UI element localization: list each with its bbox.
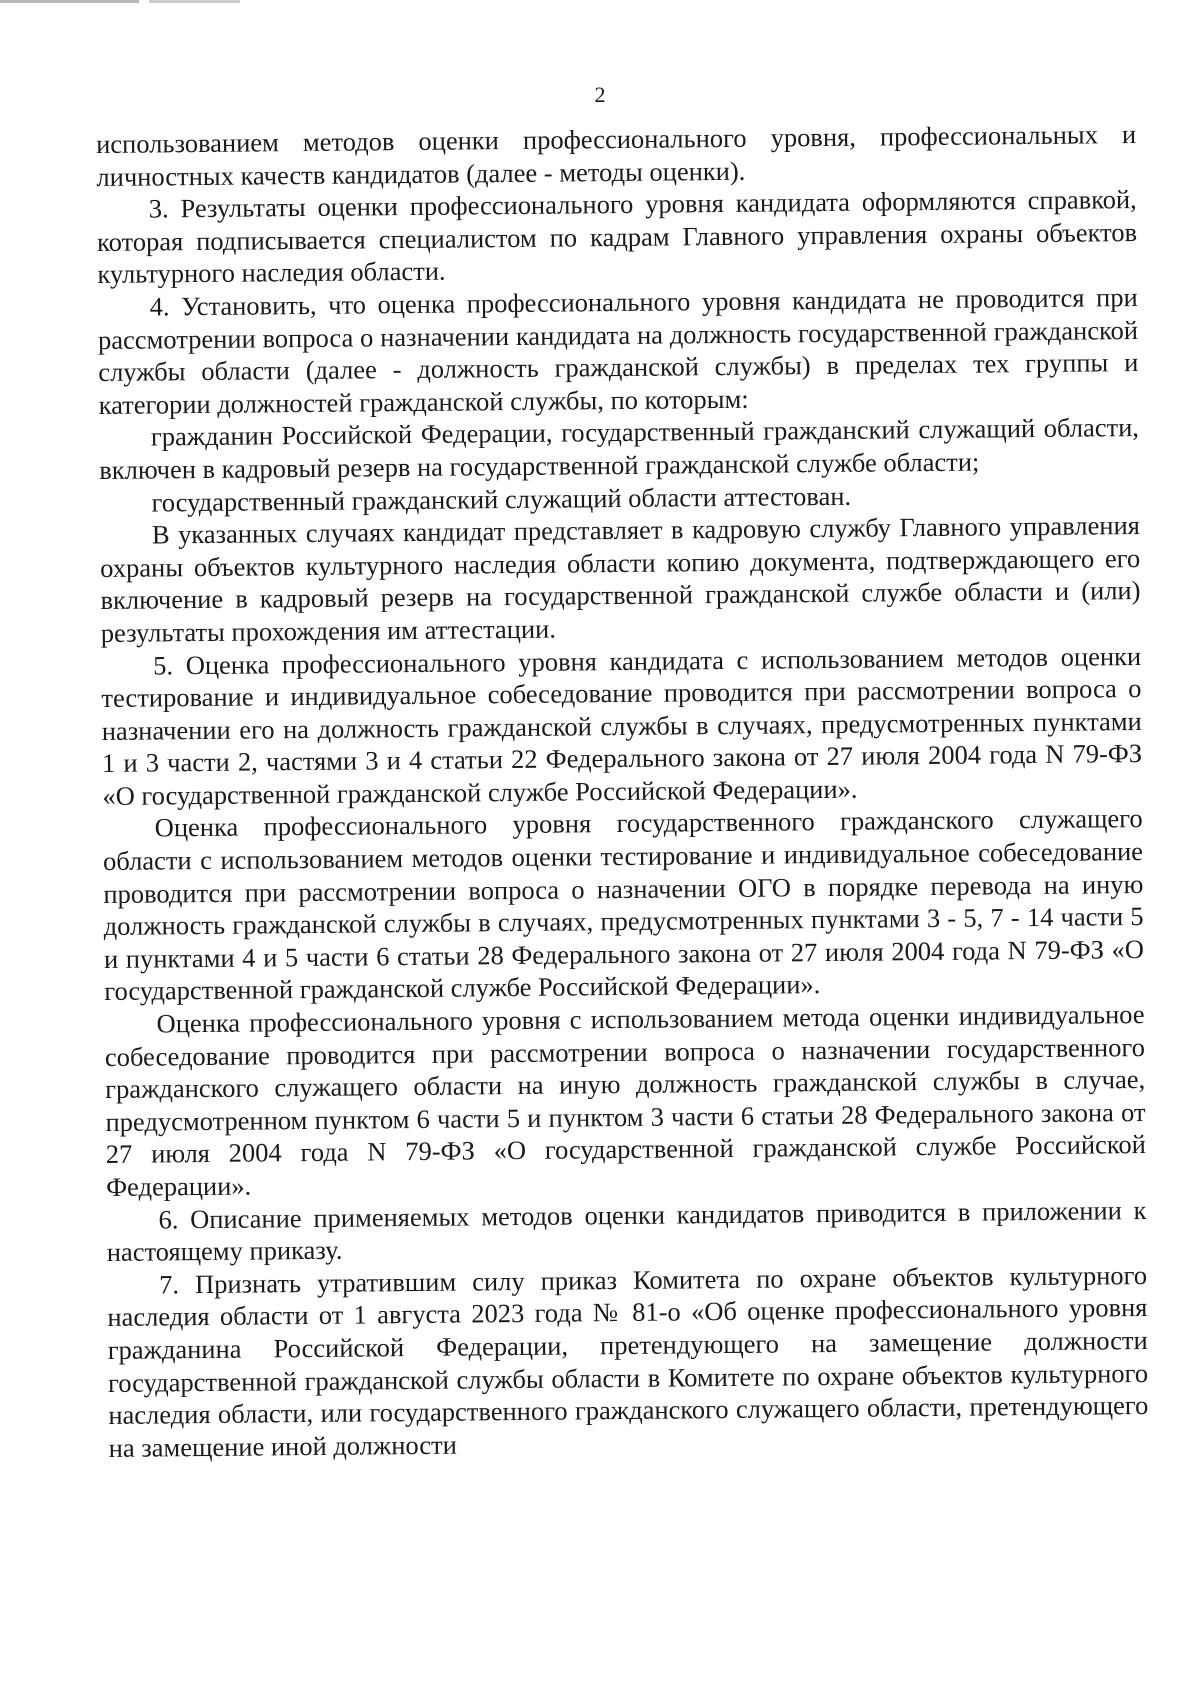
paragraph-item-4-reserve: гражданин Российской Федерации, государственный гражданский служащий области, включен в кадровый резерв на государственной гражданской службе области; [99, 412, 1140, 485]
paragraph-item-5-interview: Оценка профессионального уровня с использованием метода оценки индивидуальное собеседование проводится при рассмотрении вопроса о назначении государственного гражданского служащего области на иную должность гражданской службы в случае, предусмотренном пунктом 6 части 5 и пунктом 3 части 6 статьи 28 Федерального закона от 27 июля 2004 года N 79-ФЗ «О государственной гражданской службе Российской Федерации». [104, 999, 1146, 1202]
paragraph-continuation: использованием методов оценки профессионального уровня, профессиональных и личностных качеств кандидатов (далее - методы оценки). [96, 119, 1137, 192]
paragraph-item-3: 3. Результаты оценки профессионального уровня кандидата оформляются справкой, которая подписывается специалистом по кадрам Главного управления охраны объектов культурного наследия области. [96, 184, 1138, 290]
page-number: 2 [594, 82, 606, 107]
paragraph-item-5: 5. Оценка профессионального уровня кандидата с использованием методов оценки тестирование и индивидуальное собеседование проводится при рассмотрении вопроса о назначении его на должность гражданской службы в случаях, предусмотренных пунктами 1 и 3 части 2, частями 3 и 4 статьи 22 Федерального закона от 27 июля 2004 года N 79-ФЗ «О государственной гражданской службе Российской Федерации». [101, 640, 1143, 811]
scan-edge-mark [0, 0, 240, 3]
paragraph-item-7: 7. Признать утратившим силу приказ Комитета по охране объектов культурного наследия области от 1 августа 2023 года № 81-о «Об оценке профессионального уровня гражданина Российской Федерации, претендующего на замещение должности государственной гражданской службы области в Комитете по охране объектов культурного наследия области, или государственного гражданского служащего области, претендующего на замещение иной должности [107, 1259, 1149, 1463]
paragraph-item-4-attested: государственный гражданский служащий области аттестован. [151, 480, 852, 518]
paragraph-item-4: 4. Установить, что оценка профессионального уровня кандидата не проводится при рассмотрении вопроса о назначении кандидата на должность государственной гражданской службы области (далее - должность гражданской службы) в пределах тех группы и категории должностей гражданской службы, по которым: [97, 281, 1139, 420]
paragraph-item-4-documents: В указанных случаях кандидат представляет в кадровую службу Главного управления охраны объектов культурного наследия области копию документа, подтверждающего его включение в кадровый резерв на государственной гражданской службе области и (или) результаты прохождения им аттестации. [100, 510, 1141, 648]
paragraph-item-5-transfer: Оценка профессионального уровня государственного гражданского служащего области с использованием методов оценки тестирование и индивидуальное собеседование проводится при рассмотрении вопроса о назначении ОГО в порядке перевода на иную должность гражданской службы в случаях, предусмотренных пунктами 3 - 5, 7 - 14 части 5 и пунктами 4 и 5 части 6 статьи 28 Федерального закона от 27 июля 2004 года N 79-ФЗ «О государственной гражданской службе Российской Федерации». [102, 803, 1145, 1007]
paragraph-item-6: 6. Описание применяемых методов оценки кандидатов приводится в приложении к настоящему приказу. [106, 1194, 1147, 1268]
document-body [96, 118, 1149, 1464]
